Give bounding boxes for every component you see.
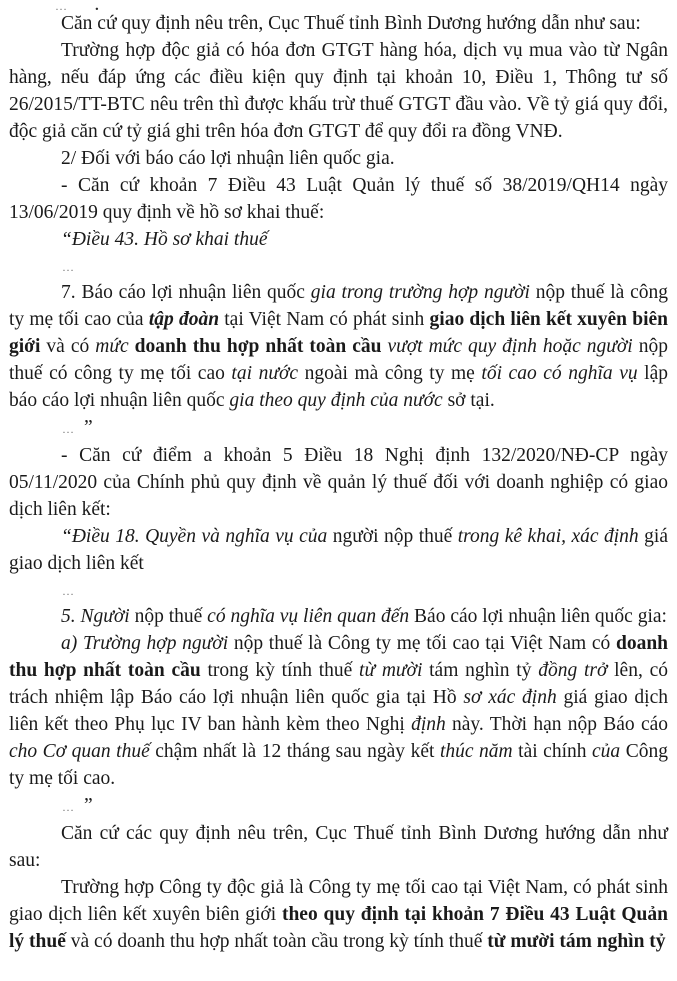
text-run: ngoài mà công ty mẹ <box>298 363 482 384</box>
paragraph <box>9 10 668 37</box>
bold-text-run: giao dịch liên kết xuyên biên giới <box>9 309 669 357</box>
paragraph <box>9 523 668 577</box>
paragraph <box>9 226 668 253</box>
paragraph <box>9 37 668 145</box>
text-run: trong kỳ tính thuế <box>200 660 360 681</box>
text-run: tám nghìn tỷ <box>422 660 539 681</box>
document-body <box>9 0 668 955</box>
text-run: 2/ Đối với báo cáo lợi nhuận liên quốc gia. <box>61 148 395 169</box>
paragraph <box>9 145 668 172</box>
paragraph <box>9 279 668 414</box>
text-run: chậm nhất là 12 tháng sau ngày kết <box>149 741 440 762</box>
closing-quote-mark: ” <box>84 417 93 438</box>
text-run: sở tại. <box>442 390 495 411</box>
text-run: - Căn cứ điểm a khoản 5 Điều 18 Nghị định 132/2020/NĐ-CP ngày 05/11/2020 của Chính phủ quy định về quản lý thuế đối với doanh nghiệp có giao dịch liên kết: <box>9 445 668 520</box>
paragraph <box>9 442 668 523</box>
italic-text-run: có nghĩa vụ liên quan đến <box>207 606 410 627</box>
text-run: nộp thuế có công ty mẹ tối cao <box>9 336 668 384</box>
text-run: - Căn cứ khoản 7 Điều 43 Luật Quản lý thuế số 38/2019/QH14 ngày 13/06/2019 quy định về hồ sơ khai thuế: <box>9 175 668 223</box>
paragraph <box>9 874 668 955</box>
ellipsis-mark: … <box>62 422 76 436</box>
text-run: tại Việt Nam có phát sinh <box>219 309 430 330</box>
bold-text-run: theo quy định tại khoản 7 Điều 43 Luật Quản lý thuế <box>9 904 668 952</box>
closing-quote-mark: ” <box>84 795 93 816</box>
italic-text-run: gia trong trường hợp người <box>310 282 530 303</box>
text-run: Công ty mẹ tối cao. <box>9 741 668 789</box>
ellipsis-line <box>9 253 668 279</box>
paragraph <box>9 820 668 874</box>
text-run: này. Thời hạn nộp Báo cáo <box>445 714 668 735</box>
text-run: Căn cứ các quy định nêu trên, Cục Thuế tỉnh Bình Dương hướng dẫn như sau: <box>9 823 668 871</box>
text-run: Trường hợp Công ty độc giả là Công ty mẹ tối cao tại Việt Nam, có phát sinh giao dịch liên kết xuyên biên giới <box>9 877 668 925</box>
italic-text-run: trong kê khai, xác định <box>457 526 645 547</box>
text-run: nộp thuế là công ty mẹ tối cao của <box>9 282 668 330</box>
italic-text-run: mức <box>95 336 129 357</box>
italic-text-run: tại nước <box>231 363 299 384</box>
text-run: người nộp thuế <box>332 526 458 547</box>
text-run: giá giao dịch liên kết theo Phụ lục IV ban hành kèm theo Nghị <box>9 687 668 735</box>
italic-text-run: vượt mức quy định hoặc người <box>387 336 633 357</box>
italic-text-run: và nghĩa vụ của <box>201 526 333 547</box>
italic-text-run: cho Cơ quan thuế <box>9 741 150 762</box>
italic-text-run: gia theo quy định của nước <box>229 390 443 411</box>
quote-close-line <box>9 792 668 820</box>
ellipsis-mark: … <box>62 584 76 598</box>
clipped-mark: . <box>95 0 99 10</box>
italic-text-run: sơ xác định <box>463 687 557 708</box>
bold-text-run: doanh thu hợp nhất toàn cầu <box>134 336 382 357</box>
bold-italic-text-run: tập đoàn <box>148 309 220 330</box>
italic-text-run: 5. Người <box>61 606 130 627</box>
ellipsis-mark: … <box>62 260 76 274</box>
bold-text-run: doanh thu hợp nhất toàn cầu <box>9 633 669 681</box>
italic-text-run: định <box>411 714 446 735</box>
bold-text-run: từ mười tám nghìn tỷ <box>487 931 666 952</box>
text-run: Căn cứ quy định nêu trên, Cục Thuế tỉnh Bình Dương hướng dẫn như sau: <box>61 13 641 34</box>
italic-text-run: “Điều 18. Quyền <box>61 526 202 547</box>
text-run: tài chính <box>512 741 593 762</box>
italic-text-run: từ mười <box>359 660 423 681</box>
italic-text-run: thúc năm <box>439 741 513 762</box>
quote-close-line <box>9 414 668 442</box>
text-run: lập báo cáo lợi nhuận liên quốc <box>9 363 668 411</box>
italic-text-run: tối cao có nghĩa vụ <box>481 363 638 384</box>
ellipsis-mark: … <box>62 800 76 814</box>
italic-text-run: của <box>592 741 621 762</box>
clipped-previous-line <box>9 0 668 10</box>
text-run: 7. Báo cáo lợi nhuận liên quốc <box>61 282 311 303</box>
text-run: lên, có trách nhiệm lập Báo cáo lợi nhuận liên quốc gia tại Hồ <box>9 660 668 708</box>
text-run: Trường hợp độc giả có hóa đơn GTGT hàng hóa, dịch vụ mua vào từ Ngân hàng, nếu đáp ứng các điều kiện quy định tại khoản 10, Điều 1, Thông tư số 26/2015/TT-BTC nêu trên thì được khấu trừ thuế GTGT đầu vào. Về tỷ giá quy đổi, độc giả căn cứ tỷ giá ghi trên hóa đơn GTGT để quy đổi ra đồng VNĐ. <box>9 40 668 142</box>
text-run: nộp thuế <box>129 606 208 627</box>
text-run: Báo cáo lợi nhuận liên quốc gia: <box>409 606 667 627</box>
italic-text-run: đồng trở <box>538 660 608 681</box>
italic-text-run: a) Trường hợp người <box>61 633 229 654</box>
paragraph <box>9 630 668 792</box>
text-run: giá giao dịch liên kết <box>9 526 668 574</box>
ellipsis-mark: … <box>55 0 69 10</box>
text-run: nộp thuế là Công ty mẹ tối cao tại Việt Nam có <box>228 633 616 654</box>
ellipsis-line <box>9 577 668 603</box>
paragraph <box>9 172 668 226</box>
text-run: và có <box>40 336 96 357</box>
text-run: và có doanh thu hợp nhất toàn cầu trong kỳ tính thuế <box>65 931 488 952</box>
italic-text-run: “Điều 43. Hồ sơ khai thuế <box>61 229 268 250</box>
paragraph <box>9 603 668 630</box>
